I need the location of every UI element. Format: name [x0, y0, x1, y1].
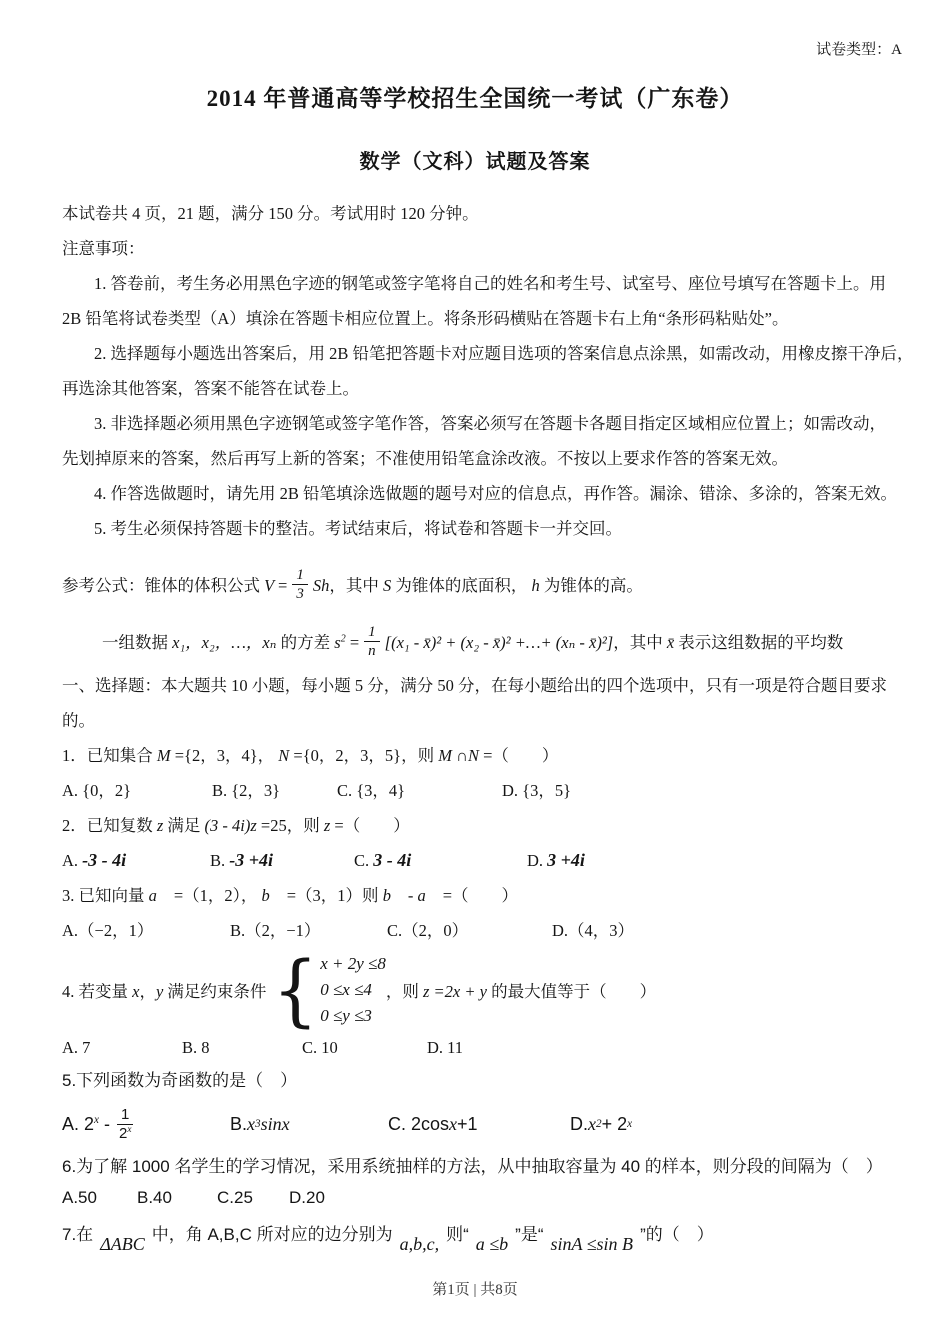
- option-c: [354, 843, 527, 878]
- option-a: [62, 1106, 230, 1143]
- page-footer: 第1页 | 共8页: [432, 1282, 518, 1298]
- question-3-options: [62, 913, 888, 948]
- option-c: C. 10: [302, 1038, 338, 1057]
- option-label: B.: [210, 851, 226, 870]
- option-value: -3 - 4i: [82, 850, 127, 870]
- option-d: [527, 843, 585, 878]
- option-c: C.25: [217, 1188, 253, 1207]
- option-a: A. 7: [62, 1038, 91, 1057]
- question-2-options: [62, 843, 888, 878]
- volume-formula-suffix: Sh，其中 S 为锥体的底面积， h 为锥体的高。: [312, 576, 643, 595]
- option-a-expression: A. 2$^x$ -: [62, 1113, 110, 1134]
- option-b: [210, 843, 354, 878]
- variance-formula: [62, 614, 888, 668]
- exam-subtitle: 数学（文科）试题及答案: [359, 151, 591, 173]
- fraction-one-over-2x: [115, 1106, 135, 1143]
- notice-line-1a: 1. 答卷前，考生务必用黑色字迹的钢笔或签字笔将自己的姓名和考生号、试室号、座位号填写在答题卡上。用: [94, 274, 886, 293]
- option-b: B. {2，3}: [212, 781, 281, 800]
- section-heading-line2: 的。: [62, 711, 95, 730]
- constraint-system: [320, 951, 386, 1029]
- fraction-one-third: [292, 566, 308, 603]
- option-d: D.20: [289, 1188, 325, 1207]
- option-a: [62, 843, 210, 878]
- volume-formula: [62, 554, 888, 614]
- constraint-1: x + 2y ≤8: [320, 954, 386, 973]
- question-2-stem: 2．已知复数 z 满足 (3 - 4i)z =25，则 z =（ ）: [62, 816, 410, 835]
- option-label: D.: [527, 851, 544, 870]
- option-label: A.: [62, 851, 79, 870]
- question-6-options: [62, 1183, 888, 1213]
- option-d: D. x 2 + 2 x: [570, 1113, 633, 1134]
- question-5-stem: 5.下列函数为奇函数的是（ ）: [62, 1071, 298, 1090]
- option-d: D.（4，3）: [552, 921, 635, 940]
- left-brace-glyph: {: [272, 944, 319, 1036]
- option-c: C. {3，4}: [337, 781, 406, 800]
- option-b: B. x 3 sin x: [230, 1113, 290, 1134]
- question-4-prefix: 4. 若变量 x，y 满足约束条件: [62, 982, 267, 1001]
- question-5-options: [62, 1097, 888, 1151]
- constraint-2: 0 ≤x ≤4: [320, 980, 372, 999]
- option-c: C.（2，0）: [387, 921, 469, 940]
- option-c: C. 2cos x +1: [388, 1113, 478, 1134]
- option-b: B. 8: [182, 1038, 210, 1057]
- fraction-denominator: 3: [296, 585, 304, 602]
- option-value: 3 - 4i: [373, 850, 412, 870]
- fraction-one-over-n: [364, 623, 380, 660]
- question-3-stem: 3. 已知向量 a⃗ =（1，2）， b⃗ =（3，1）则 b⃗ - a⃗ =（ ）: [62, 886, 519, 905]
- option-label: C.: [354, 851, 370, 870]
- fraction-numerator: 1: [292, 566, 308, 585]
- question-1-stem: 1．已知集合 M ={2，3，4}， N ={0，2，3，5}，则 M ∩N =（ ）: [62, 746, 559, 765]
- fraction-numerator: 1: [117, 1106, 133, 1125]
- fraction-denominator: n: [368, 642, 376, 659]
- option-b: B.40: [137, 1188, 172, 1207]
- paper-type-label: 试卷类型：A: [816, 42, 902, 58]
- fraction-numerator: 1: [364, 623, 380, 642]
- option-a: A.（−2，1）: [62, 921, 154, 940]
- exam-title: 2014 年普通高等学校招生全国统一考试（广东卷）: [206, 86, 744, 111]
- question-4-options: [62, 1030, 888, 1065]
- option-value: 3 +4i: [547, 850, 585, 870]
- option-a: A. {0，2}: [62, 781, 132, 800]
- notice-title: 注意事项：: [62, 239, 145, 258]
- question-7-stem: 7.在 ΔABC 中，角 A,B,C 所对应的边分别为 a,b,c, 则“ a ≤b ”是“ sinA ≤sin B ”的（ ）: [62, 1225, 714, 1254]
- exam-summary: 本试卷共 4 页，21 题，满分 150 分。考试用时 120 分钟。: [62, 204, 479, 223]
- option-a: A.50: [62, 1188, 97, 1207]
- intro-section: [62, 196, 914, 546]
- option-d: D. {3，5}: [502, 781, 572, 800]
- notice-line-3a: 3. 非选择题必须用黑色字迹钢笔或签字笔作答，答案必须写在答题卡各题目指定区域相应位置上；如需改动，: [94, 414, 886, 433]
- option-b: B.（2，−1）: [230, 921, 321, 940]
- variance-formula-suffix: [(x₁ - x̄)² + (x₂ - x̄)² +…+ (xₙ - x̄)²]，其中 x̄ 表示这组数据的平均数: [384, 633, 844, 652]
- notice-line-2b: 再选涂其他答案，答案不能答在试卷上。: [62, 379, 359, 398]
- notice-line-1b: 2B 铅笔将试卷类型（A）填涂在答题卡相应位置上。将条形码横贴在答题卡右上角“条形码粘贴处”。: [62, 309, 789, 328]
- option-value: -3 +4i: [229, 850, 274, 870]
- fraction-denominator: 2$^x$: [118, 1124, 132, 1142]
- notice-line-2a: 2. 选择题每小题选出答案后，用 2B 铅笔把答题卡对应题目选项的答案信息点涂黑，如需改动，用橡皮擦干净后，: [94, 344, 914, 363]
- volume-formula-prefix: 参考公式：锥体的体积公式 V =: [62, 576, 288, 595]
- question-4-suffix: ，则 z =2x + y 的最大值等于（ ）: [385, 982, 657, 1001]
- variance-formula-prefix: 一组数据 x₁，x₂，…，xₙ 的方差 $s^2$ =: [102, 633, 360, 652]
- question-1-options: [62, 773, 888, 808]
- option-d: D. 11: [427, 1038, 464, 1057]
- notice-line-4: 4. 作答选做题时，请先用 2B 铅笔填涂选做题的题号对应的信息点，再作答。漏涂、错涂、多涂的，答案无效。: [94, 484, 898, 503]
- notice-line-3b: 先划掉原来的答案，然后再写上新的答案；不准使用铅笔盒涂改液。不按以上要求作答的答案无效。: [62, 449, 788, 468]
- notice-line-5: 5. 考生必须保持答题卡的整洁。考试结束后，将试卷和答题卡一并交回。: [94, 519, 622, 538]
- question-6-stem: 6.为了解 1000 名学生的学习情况，采用系统抽样的方法，从中抽取容量为 40 的样本，则分段的间隔为（ ）: [62, 1157, 883, 1176]
- section-heading-line1: 一、选择题：本大题共 10 小题，每小题 5 分，满分 50 分，在每小题给出的四个选项中，只有一项是符合题目要求: [62, 676, 887, 695]
- constraint-3: 0 ≤y ≤3: [320, 1006, 372, 1025]
- question-4-stem: [62, 944, 888, 1036]
